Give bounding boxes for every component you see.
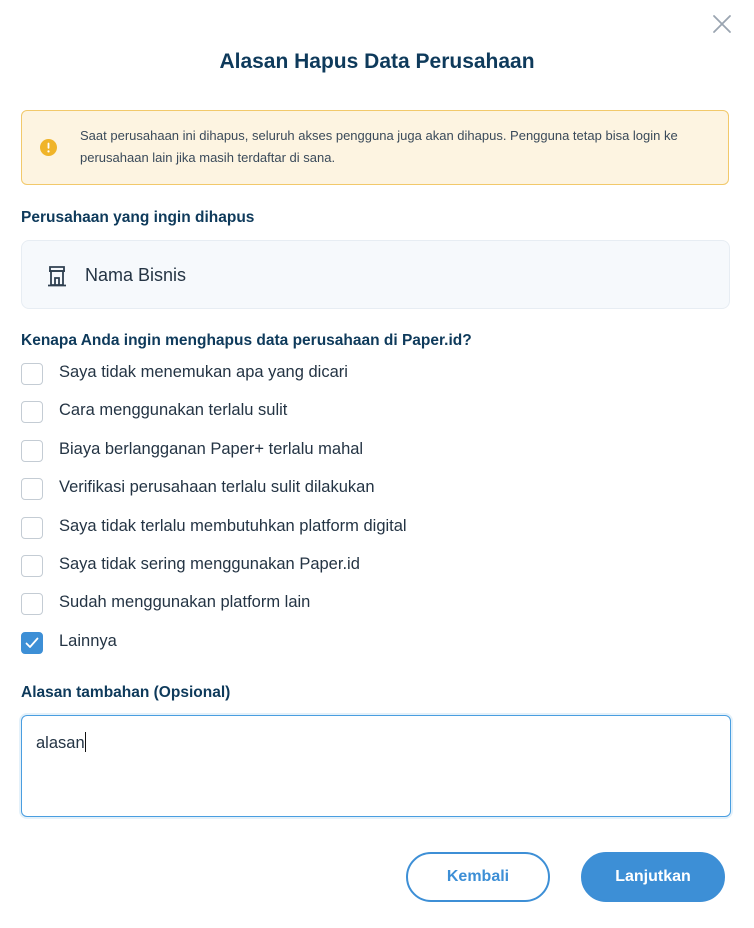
reason-checkbox[interactable] bbox=[21, 517, 43, 539]
check-icon bbox=[25, 637, 39, 649]
reason-option[interactable] bbox=[21, 515, 721, 553]
reason-label: Saya tidak terlalu membutuhkan platform digital bbox=[59, 516, 407, 535]
reason-option[interactable] bbox=[21, 553, 721, 591]
reason-label: Lainnya bbox=[59, 631, 117, 650]
company-label: Perusahaan yang ingin dihapus bbox=[21, 209, 255, 226]
info-icon bbox=[40, 139, 57, 156]
warning-alert bbox=[21, 110, 729, 185]
building-icon bbox=[47, 265, 67, 287]
reason-label: Saya tidak menemukan apa yang dicari bbox=[59, 363, 348, 381]
reason-options bbox=[21, 361, 721, 668]
reason-option[interactable] bbox=[21, 399, 721, 437]
textarea-value: alasan bbox=[36, 734, 85, 752]
reason-checkbox[interactable] bbox=[21, 363, 43, 385]
reason-checkbox[interactable] bbox=[21, 555, 43, 577]
reason-checkbox[interactable] bbox=[21, 478, 43, 500]
company-name: Nama Bisnis bbox=[85, 265, 187, 285]
reason-label: Saya tidak sering menggunakan Paper.id bbox=[59, 554, 360, 573]
reason-option[interactable] bbox=[21, 476, 721, 514]
additional-reason-label: Alasan tambahan (Opsional) bbox=[21, 684, 231, 701]
reason-label: Cara menggunakan terlalu sulit bbox=[59, 401, 288, 420]
reason-checkbox[interactable] bbox=[21, 440, 43, 462]
additional-reason-textarea[interactable] bbox=[21, 715, 731, 817]
text-caret bbox=[85, 732, 87, 752]
reason-option[interactable] bbox=[21, 361, 721, 399]
reason-checkbox[interactable] bbox=[21, 401, 43, 423]
reason-label: Sudah menggunakan platform lain bbox=[59, 593, 311, 612]
reasons-question: Kenapa Anda ingin menghapus data perusahaan di Paper.id? bbox=[21, 332, 472, 349]
close-icon[interactable] bbox=[712, 14, 732, 34]
modal-title: Alasan Hapus Data Perusahaan bbox=[219, 50, 535, 73]
reason-option[interactable] bbox=[21, 591, 721, 629]
back-button[interactable]: Kembali bbox=[406, 852, 550, 902]
reason-checkbox[interactable] bbox=[21, 593, 43, 615]
reason-option-other[interactable] bbox=[21, 630, 721, 668]
continue-button[interactable]: Lanjutkan bbox=[581, 852, 725, 902]
reason-option[interactable] bbox=[21, 438, 721, 476]
close-button[interactable] bbox=[712, 14, 732, 34]
reason-checkbox-checked[interactable] bbox=[21, 632, 43, 654]
reason-label: Biaya berlangganan Paper+ terlalu mahal bbox=[59, 439, 364, 458]
company-card bbox=[21, 240, 730, 309]
alert-text: Saat perusahaan ini dihapus, seluruh akses pengguna juga akan dihapus. Pengguna tetap bisa login ke perusahaan lain jika masih terdaftar di sana. bbox=[80, 128, 678, 165]
reason-label: Verifikasi perusahaan terlalu sulit dilakukan bbox=[59, 478, 375, 497]
